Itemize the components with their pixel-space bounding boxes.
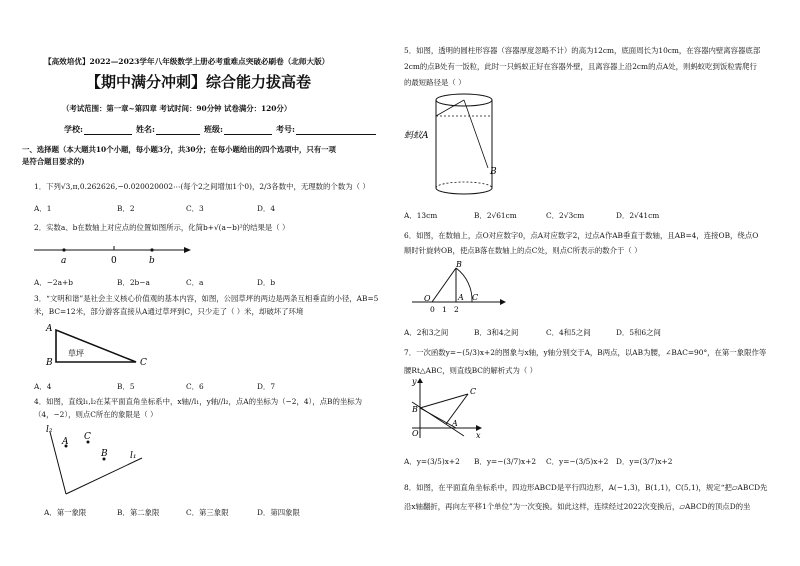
q3-label-c: C [140, 358, 147, 368]
question-4-stem-2: （4，−2），则点C所在的象限是（ ） [34, 410, 158, 419]
question-8-stem-2: 沿x轴翻折，再向左平移1个单位”为一次变换。如此这样，连续经过2022次变换后，▱ABCD的顶点D的坐 [404, 502, 751, 511]
q4-option-a[interactable]: A．第一象限 [44, 508, 87, 517]
q7-option-d[interactable]: D．y=(3/7)x+2 [616, 457, 673, 466]
question-3-stem-2: 米，BC=12米，部分游客直接从A通过草坪到C，只少走了（ ）米，却破坏了环境 [34, 307, 304, 316]
q7-coordinate-figure [408, 378, 498, 444]
section1-line2: 是符合题目要求的) [22, 157, 85, 166]
q4-label-b: B [101, 449, 108, 459]
q2-option-b[interactable]: B．2b−a [117, 278, 150, 287]
field-name: 姓名: [136, 124, 155, 134]
q1-option-a[interactable]: A．1 [34, 204, 52, 213]
field-class: 班级: [204, 124, 223, 134]
q6-label-o: O [424, 294, 431, 303]
q6-tick-1: 1 [442, 305, 447, 314]
q4-label-l1: l₁ [130, 451, 137, 461]
question-6-stem-2: 顺时针旋转OB，使点B落在数轴上的点C处，则点C所表示的数介于（ ） [404, 246, 642, 255]
question-7-stem-1: 7．一次函数y=−(5/3)x+2的图象与x轴，y轴分别交于A，B两点，以AB为腰，∠BAC=90°，在第一象限作等 [404, 348, 767, 357]
q7-label-a: A [452, 419, 458, 428]
q6-number-line-figure [408, 258, 508, 318]
q6-label-b: B [456, 260, 462, 269]
section1-line1: 一、选择题（本大题共10个小题，每小题3分，共30分；在每小题给出的四个选项中，只有一项 [22, 145, 336, 154]
page-title: 【期中满分冲刺】综合能力拔高卷 [86, 73, 312, 91]
q7-option-b[interactable]: B．y=−(3/7)x+2 [474, 457, 537, 466]
question-8-stem-1: 8．如图，在平面直角坐标系中，四边形ABCD是平行四边形，A(−1,3)，B(1,1)，C(5,1)，规定“把▱ABCD先 [404, 483, 768, 492]
field-school-line[interactable] [84, 134, 132, 135]
q4-label-l2: l₂ [46, 425, 53, 435]
question-7-stem-2: 腰Rt△ABC，则直线BC的解析式为（ ） [404, 366, 538, 375]
q4-coordinate-figure [44, 424, 164, 504]
q7-label-c: C [470, 387, 477, 396]
q7-label-y: y [412, 377, 417, 386]
q5-option-a[interactable]: A．13cm [404, 211, 438, 220]
question-5-stem-3: 的最短路径是（ ） [404, 78, 466, 87]
q2-number-line-figure [34, 242, 194, 270]
field-number-line[interactable] [296, 134, 376, 135]
q3-option-b[interactable]: B．5 [117, 382, 135, 391]
question-5-stem-1: 5．如图，透明的圆柱形容器（容器厚度忽略不计）的高为12cm，底面周长为10cm，在容器内壁离容器底部 [404, 46, 761, 55]
q6-option-a[interactable]: A．2和3之间 [404, 328, 449, 337]
q5-label-ant-a: 蚂蚁A [404, 131, 429, 141]
q6-option-b[interactable]: B．3和4之间 [474, 328, 519, 337]
question-1-stem: 1．下列√3,π,0.262626,−0.020020002⋯(每个2之间增加1个0)，2/3各数中，无理数的个数为（ ） [34, 182, 370, 191]
field-number: 考号: [276, 124, 295, 134]
q2-option-a-text: −2a+b [46, 278, 73, 287]
q7-label-x: x [476, 431, 481, 440]
q7-option-a[interactable]: A．y=(3/5)x+2 [404, 457, 460, 466]
q6-option-c[interactable]: C．4和5之间 [546, 328, 591, 337]
q4-option-b[interactable]: B．第二象限 [117, 508, 160, 517]
q3-label-lawn: 草坪 [68, 349, 84, 358]
q5-label-b: B [490, 167, 497, 177]
question-3-stem-1: 3．“文明和谐”是社会主义核心价值观的基本内容，如图，公园草坪的两边是两条互相垂直的小径，AB=5 [34, 294, 379, 303]
q1-option-b[interactable]: B．2 [117, 204, 135, 213]
q3-option-d[interactable]: D．7 [257, 382, 276, 391]
field-school: 学校: [64, 124, 83, 134]
question-6-stem-1: 6．如图，在数轴上，点O对应数字0，点A对应数字2，过点A作AB垂直于数轴，且AB=4，连接OB，绕点O [404, 231, 759, 240]
q3-option-a[interactable]: A．4 [34, 382, 52, 391]
q7-option-c[interactable]: C．y=−(3/5)x+2 [546, 457, 609, 466]
q2-label-0: 0 [111, 256, 117, 266]
q3-triangle-figure [44, 322, 164, 367]
q2-option-a[interactable]: A．−2a+b [34, 278, 73, 287]
q4-label-c: C [84, 432, 91, 442]
field-name-line[interactable] [156, 134, 200, 135]
q7-label-b: B [412, 405, 418, 414]
q6-option-d[interactable]: D．5和6之间 [616, 328, 661, 337]
q2-option-c[interactable]: C．a [186, 278, 204, 287]
q6-tick-0: 0 [430, 305, 435, 314]
q3-label-a: A [46, 324, 53, 334]
q4-option-d[interactable]: D．第四象限 [257, 508, 300, 517]
q5-cylinder-figure [404, 92, 518, 202]
series-title: 【高效培优】2022—2023学年八年级数学上册必考重难点突破必刷卷（北师大版） [44, 57, 330, 66]
q5-option-b[interactable]: B．2√61cm [474, 211, 517, 220]
q6-label-c: C [472, 293, 479, 302]
q5-option-d[interactable]: D．2√41cm [616, 211, 660, 220]
exam-info: （考试范围：第一章~第四章 考试时间：90分钟 试卷满分：120分） [62, 104, 292, 113]
q5-option-c[interactable]: C．2√3cm [546, 211, 585, 220]
question-4-stem-1: 4．如图，直线l₁,l₂在某平面直角坐标系中，x轴//l₁，y轴//l₂，点A的坐标为（−2，4），点B的坐标为 [34, 397, 363, 406]
q4-option-c[interactable]: C．第三象限 [186, 508, 229, 517]
q6-label-a: A [458, 293, 464, 302]
q6-tick-2: 2 [454, 305, 459, 314]
q3-label-b: B [46, 358, 53, 368]
q7-label-o: O [412, 429, 419, 438]
q1-option-c[interactable]: C．3 [186, 204, 204, 213]
q4-label-a: A [62, 437, 69, 447]
question-5-stem-2: 2cm的点B处有一饭粒，此时一只蚂蚁正好在容器外壁，且离容器上沿2cm的点A处，则蚂蚁吃到饭粒需爬行 [404, 62, 757, 71]
left-page [0, 0, 396, 566]
q1-option-d[interactable]: D．4 [257, 204, 276, 213]
field-class-line[interactable] [224, 134, 272, 135]
q2-label-a: a [61, 256, 67, 266]
q2-label-b: b [149, 256, 155, 266]
q2-option-d[interactable]: D．b [257, 278, 276, 287]
question-2-stem: 2．实数a、b在数轴上对应点的位置如图所示，化简b+√(a−b)²的结果是（ ） [34, 223, 290, 232]
q3-option-c[interactable]: C．6 [186, 382, 204, 391]
right-page [404, 0, 800, 566]
